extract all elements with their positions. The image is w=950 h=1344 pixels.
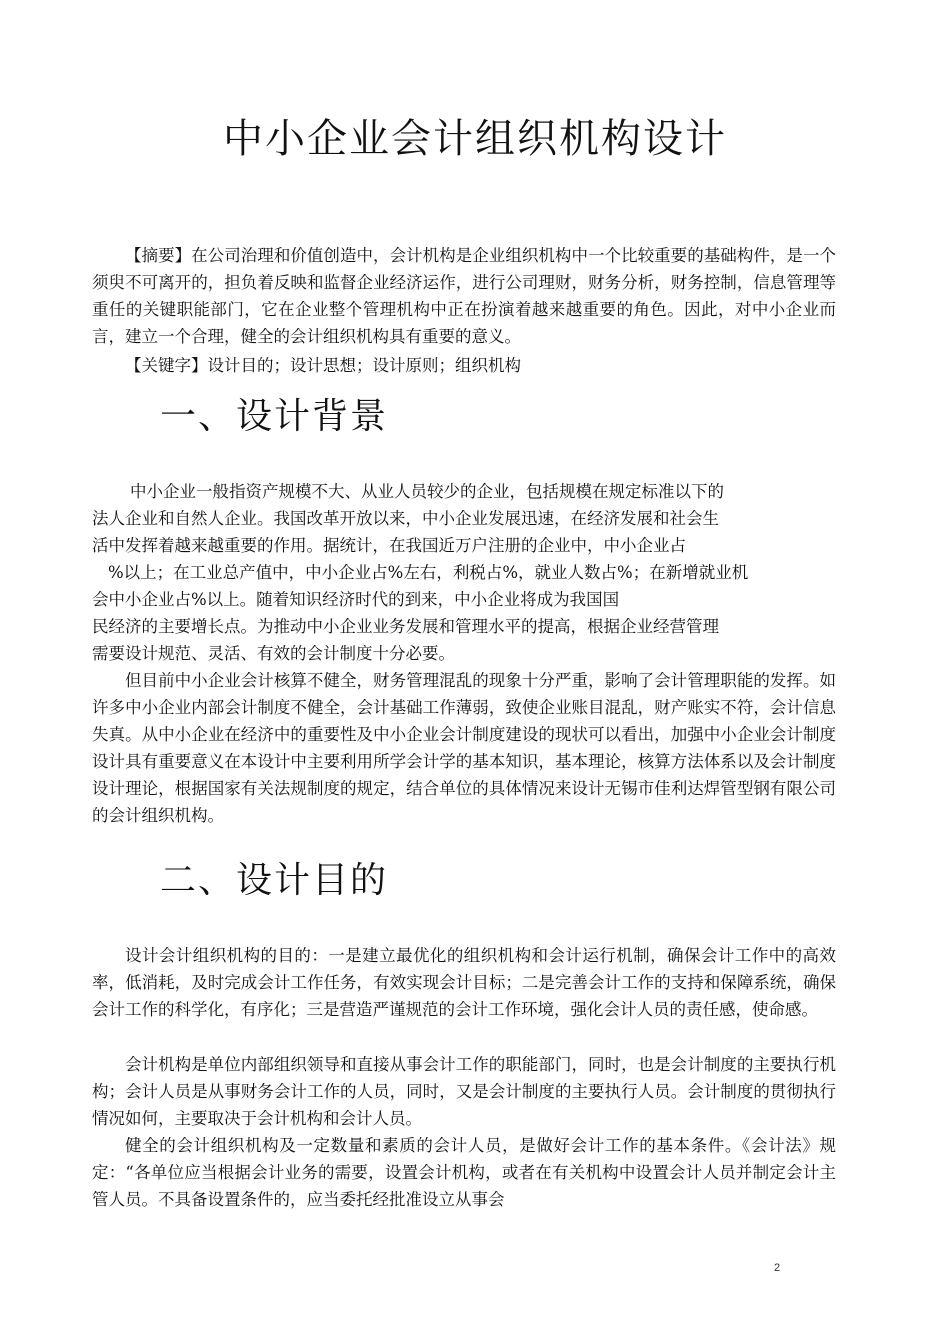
text-line: %以上；在工业总产值中，中小企业占%左右，利税占%，就业人数占%；在新增就业机	[108, 563, 749, 582]
keywords-paragraph: 【关键字】设计目的；设计思想；设计原则；组织机构	[125, 356, 521, 375]
abstract-paragraph: 【摘要】在公司治理和价值创造中，会计机构是企业组织机构中一个比较重要的基础构件，是一个须臾不可离开的，担负着反映和监督企业经济运作，进行公司理财，财务分析，财务控制，信息管理等重任的关键职能部门，它在企业整个管理机构中正在扮演着越来越重要的角色。因此，对中小企业而言，建立一个合理，健全的会计组织机构具有重要的意义。	[92, 246, 836, 346]
page-number: 2	[774, 1262, 781, 1274]
text-line: 法人企业和自然人企业。我国改革开放以来，中小企业发展迅速，在经济发展和社会生	[92, 509, 719, 528]
background-paragraph-1	[92, 478, 836, 667]
text-line: 需要设计规范、灵活、有效的会计制度十分必要。	[92, 644, 455, 663]
section-heading-background: 一、设计背景	[160, 396, 389, 437]
text-line: 中小企业一般指资产规模不大、从业人员较少的企业，包括规模在规定标准以下的	[130, 482, 724, 501]
text-line: 民经济的主要增长点。为推动中小企业业务发展和管理水平的提高，根据企业经营管理	[92, 617, 719, 636]
background-paragraph-2: 但目前中小企业会计核算不健全，财务管理混乱的现象十分严重，影响了会计管理职能的发挥。如许多中小企业内部会计制度不健全，会计基础工作薄弱，致使企业账目混乱，财产账实不符，会计信息失真。从中小企业在经济中的重要性及中小企业会计制度建设的现状可以看出，加强中小企业会计制度设计具有重要意义在本设计中主要利用所学会计学的基本知识，基本理论，核算方法体系以及会计制度设计理论，根据国家有关法规制度的规定，结合单位的具体情况来设计无锡市佳利达焊管型钢有限公司的会计组织机构。	[92, 671, 836, 825]
text-line: 会中小企业占%以上。随着知识经济时代的到来，中小企业将成为我国国	[92, 590, 620, 609]
purpose-paragraph-1: 设计会计组织机构的目的：一是建立最优化的组织机构和会计运行机制，确保会计工作中的高效率，低消耗，及时完成会计工作任务，有效实现会计目标；二是完善会计工作的支持和保障系统，确保会计工作的科学化，有序化；三是营造严谨规范的会计工作环境，强化会计人员的责任感，使命感。	[92, 946, 836, 1019]
document-title: 中小企业会计组织机构设计	[223, 116, 727, 162]
purpose-paragraph-2: 会计机构是单位内部组织领导和直接从事会计工作的职能部门，同时，也是会计制度的主要执行机构；会计人员是从事财务会计工作的人员，同时，又是会计制度的主要执行人员。会计制度的贯彻执行情况如何，主要取决于会计机构和会计人员。	[92, 1055, 836, 1128]
text-line: 活中发挥着越来越重要的作用。据统计，在我国近万户注册的企业中，中小企业占	[92, 536, 686, 555]
section-heading-purpose: 二、设计目的	[160, 860, 389, 901]
purpose-paragraph-3: 健全的会计组织机构及一定数量和素质的会计人员，是做好会计工作的基本条件。《会计法》规定：“各单位应当根据会计业务的需要，设置会计机构，或者在有关机构中设置会计人员并制定会计主管人员。不具备设置条件的，应当委托经批准设立从事会	[92, 1136, 836, 1209]
